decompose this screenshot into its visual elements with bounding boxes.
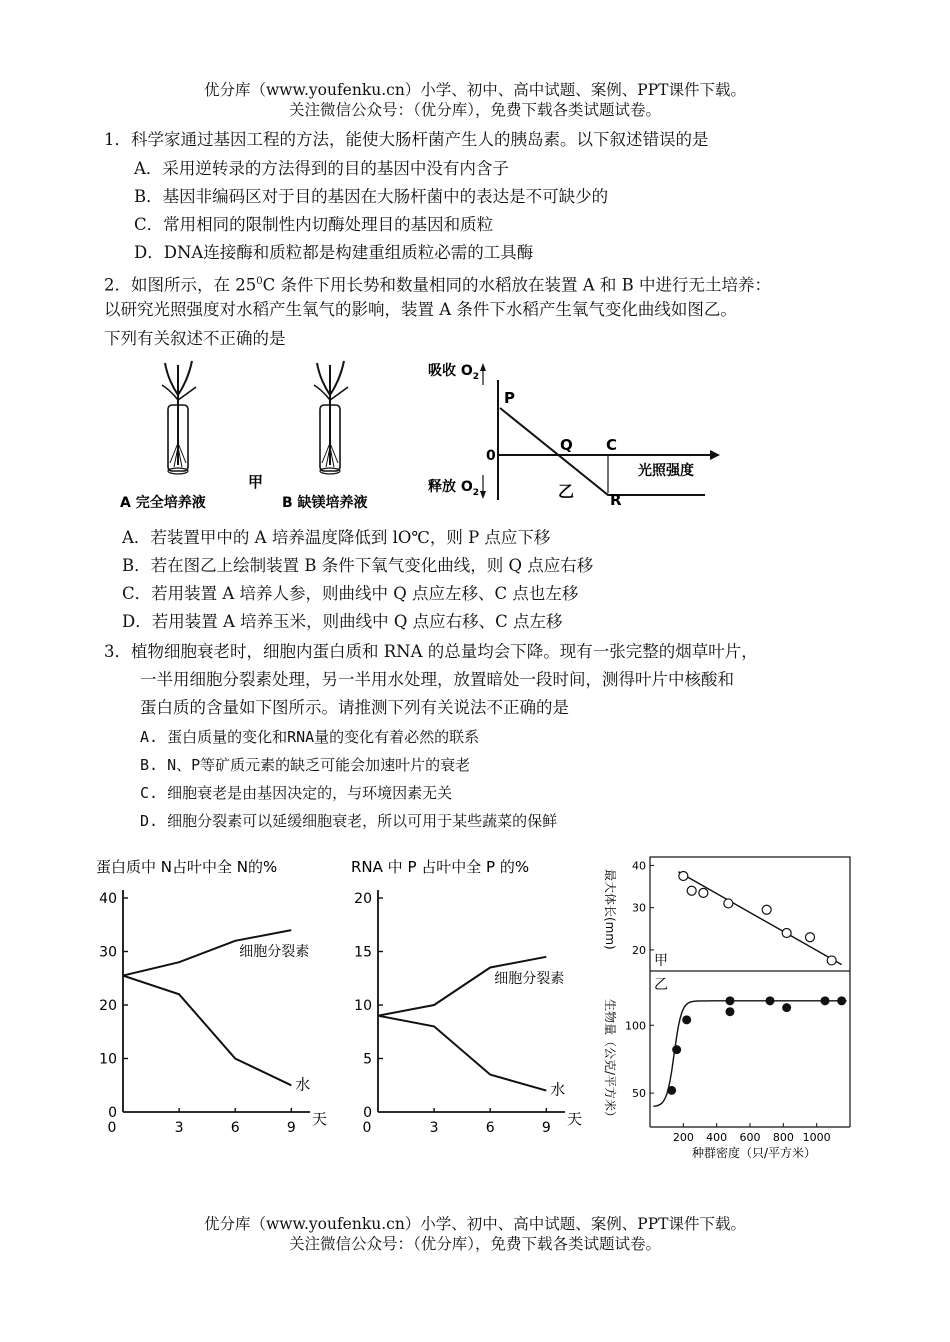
q3-stem-line-1: 3．植物细胞衰老时，细胞内蛋白质和 RNA 的总量均会下降。现有一张完整的烟草叶片， — [104, 642, 758, 661]
rna-series-label-water: 水 — [550, 1080, 566, 1099]
q3-option-b: B. N、P等矿质元素的缺乏可能会加速叶片的衰老 — [140, 756, 471, 774]
rna-x-tick-label: 3 — [429, 1120, 439, 1136]
rna-y-tick-label: 15 — [354, 944, 372, 961]
panel-yi-point — [837, 996, 846, 1005]
panel-yi-x-tick-label: 1000 — [802, 1131, 831, 1144]
figure-yi-label: 乙 — [558, 482, 575, 501]
x-axis-label: 光照强度 — [638, 463, 694, 479]
panel-jia-y-tick-label: 20 — [632, 943, 646, 957]
panel-jia-y-tick-label: 30 — [632, 901, 646, 915]
header-line-1: 优分库（www.youfenku.cn）小学、初中、高中试题、案例、PPT课件下载。 — [203, 81, 747, 99]
rna-y-tick-label: 0 — [363, 1105, 372, 1121]
plant-a-illustration — [162, 361, 196, 474]
rna-x-tick-label: 6 — [485, 1120, 495, 1136]
q1-option-d: D．DNA连接酶和质粒都是构建重组质粒必需的工具酶 — [134, 243, 534, 262]
panel-yi-point — [821, 996, 830, 1005]
x-axis-arrow — [710, 450, 720, 460]
point-c-label: C — [606, 436, 618, 454]
panel-yi-point — [672, 1045, 681, 1054]
rna-p-chart — [345, 848, 585, 1138]
release-o2-label: 释放 $O_2$ — [428, 479, 480, 498]
point-q-label: Q — [560, 436, 573, 454]
origin-label: 0 — [486, 448, 496, 464]
q3-stem-line-2: 一半用细胞分裂素处理，另一半用水处理，放置暗处一段时间，测得叶片中核酸和 — [140, 670, 734, 689]
q1-option-c: C．常用相同的限制性内切酶处理目的基因和质粒 — [134, 215, 494, 234]
panel-yi-y-tick-label: 100 — [625, 1019, 646, 1033]
q3-stem-line-3: 蛋白质的含量如下图所示。请推测下列有关说法不正确的是 — [140, 698, 569, 717]
q2-stem-line-2: 以研究光照强度对水稻产生氧气的影响，装置 A 条件下水稻产生氧气变化曲线如图乙。 — [104, 300, 737, 319]
oxygen-curve — [500, 408, 705, 495]
panel-yi-curve — [653, 1001, 846, 1107]
panel-jia-point — [724, 899, 733, 908]
point-r-label: R — [610, 491, 622, 509]
panel-yi-y-tick-label: 50 — [632, 1087, 646, 1101]
panel-yi-x-tick-label: 600 — [739, 1131, 761, 1144]
q3-option-d: D. 细胞分裂素可以延缓细胞衰老，所以可用于某些蔬菜的保鲜 — [140, 812, 558, 830]
plant-a-label: A 完全培养液 — [120, 495, 206, 511]
protein-y-tick-label: 0 — [108, 1105, 117, 1121]
protein-x-tick-label: 6 — [230, 1120, 240, 1136]
header-line-2: 关注微信公众号：（优分库），免费下载各类试题试卷。 — [288, 101, 661, 119]
panel-yi-point — [726, 996, 735, 1005]
protein-y-tick-label: 40 — [99, 891, 117, 907]
plant-b-illustration — [314, 361, 348, 474]
panel-jia-point — [762, 905, 771, 914]
q3-option-a: A. 蛋白质量的变化和RNA量的变化有着必然的联系 — [140, 728, 480, 746]
rna-y-tick-label: 5 — [363, 1051, 372, 1068]
footer-line-2: 关注微信公众号：（优分库），免费下载各类试题试卷。 — [288, 1235, 661, 1253]
protein-x-label: 天 — [312, 1110, 328, 1128]
protein-x-origin-label: 0 — [107, 1120, 117, 1136]
q2-option-a: A．若装置甲中的 A 培养温度降低到 lO℃，则 P 点应下移 — [122, 528, 551, 547]
point-p-label: P — [504, 389, 515, 407]
panel-yi-y-label: 生物量（公克/平方米） — [603, 999, 617, 1124]
q2-stem-line-3: 下列有关叙述不正确的是 — [104, 329, 286, 348]
panel-yi-x-tick-label: 800 — [772, 1131, 794, 1144]
panel-jia-point — [699, 888, 708, 897]
q2-figure — [110, 355, 720, 515]
rna-series-water-line — [378, 1016, 546, 1091]
q2-stem-part-a: 2．如图所示，在 25 — [104, 275, 257, 295]
rna-x-tick-label: 9 — [541, 1120, 551, 1136]
absorb-o2-label: 吸收 $O_2$ — [428, 363, 480, 382]
rna-series-label-cytokinin: 细胞分裂素 — [494, 970, 565, 987]
rna-title: RNA 中 P 占叶中全 P 的% — [351, 858, 530, 876]
rna-x-label: 天 — [567, 1110, 583, 1128]
figure-jia-label: 甲 — [248, 473, 264, 491]
panel-jia-label: 甲 — [654, 953, 668, 969]
protein-x-tick-label: 3 — [174, 1120, 184, 1136]
rna-y-tick-label: 20 — [354, 891, 372, 907]
protein-title: 蛋白质中 N占叶中全 N的% — [96, 858, 278, 876]
panel-yi-point — [667, 1086, 676, 1095]
density-chart — [598, 845, 860, 1163]
q2-option-c: C．若用装置 A 培养人参，则曲线中 Q 点应左移、C 点也左移 — [122, 584, 579, 603]
panel-jia-point — [782, 929, 791, 938]
panel-jia-point — [679, 872, 688, 881]
rna-x-origin-label: 0 — [362, 1120, 372, 1136]
panel-yi-x-tick-label: 400 — [706, 1131, 728, 1144]
panel-yi-point — [682, 1015, 691, 1024]
panel-jia-trend-line — [678, 872, 841, 965]
panel-jia-point — [806, 933, 815, 942]
q2-stem-superscript: 0 — [256, 276, 263, 287]
panel-yi-x-tick-label: 200 — [672, 1131, 694, 1144]
q2-option-b: B．若在图乙上绘制装置 B 条件下氧气变化曲线，则 Q 点应右移 — [122, 556, 594, 575]
protein-n-chart — [90, 848, 330, 1138]
q1-stem: 1．科学家通过基因工程的方法，能使大肠杆菌产生人的胰岛素。以下叙述错误的是 — [104, 130, 709, 149]
protein-y-tick-label: 10 — [99, 1051, 117, 1068]
protein-x-tick-label: 9 — [286, 1120, 296, 1136]
q2-stem-part-b: C 条件下用长势和数量相同的水稻放在装置 A 和 B 中进行无土培养： — [262, 275, 772, 295]
panel-jia-point — [687, 886, 696, 895]
protein-series-label-cytokinin: 细胞分裂素 — [239, 944, 310, 961]
panel-yi-point — [726, 1007, 735, 1016]
panel-yi-point — [766, 996, 775, 1005]
panel-jia-y-label: 最大体长(mm) — [603, 869, 617, 950]
panel-jia-point — [827, 956, 836, 965]
rna-y-tick-label: 10 — [354, 998, 372, 1014]
q3-option-c: C. 细胞衰老是由基因决定的，与环境因素无关 — [140, 784, 453, 802]
panel-yi-x-label: 种群密度（只/平方米） — [691, 1146, 817, 1160]
footer-line-1: 优分库（www.youfenku.cn）小学、初中、高中试题、案例、PPT课件下载。 — [203, 1215, 747, 1233]
q2-stem-line-1 — [104, 271, 771, 297]
protein-series-water-line — [123, 976, 291, 1086]
q1-option-b: B．基因非编码区对于目的基因在大肠杆菌中的表达是不可缺少的 — [134, 187, 609, 206]
panel-yi-point — [782, 1003, 791, 1012]
plant-b-label: B 缺镁培养液 — [282, 495, 368, 511]
q2-option-d: D．若用装置 A 培养玉米，则曲线中 Q 点应右移、C 点左移 — [122, 612, 563, 631]
q1-option-a: A．采用逆转录的方法得到的目的基因中没有内含子 — [134, 159, 509, 178]
panel-jia-y-tick-label: 40 — [632, 859, 646, 873]
protein-series-label-water: 水 — [295, 1075, 311, 1094]
panel-yi-label: 乙 — [654, 977, 668, 993]
protein-y-tick-label: 20 — [99, 998, 117, 1014]
protein-y-tick-label: 30 — [99, 944, 117, 961]
